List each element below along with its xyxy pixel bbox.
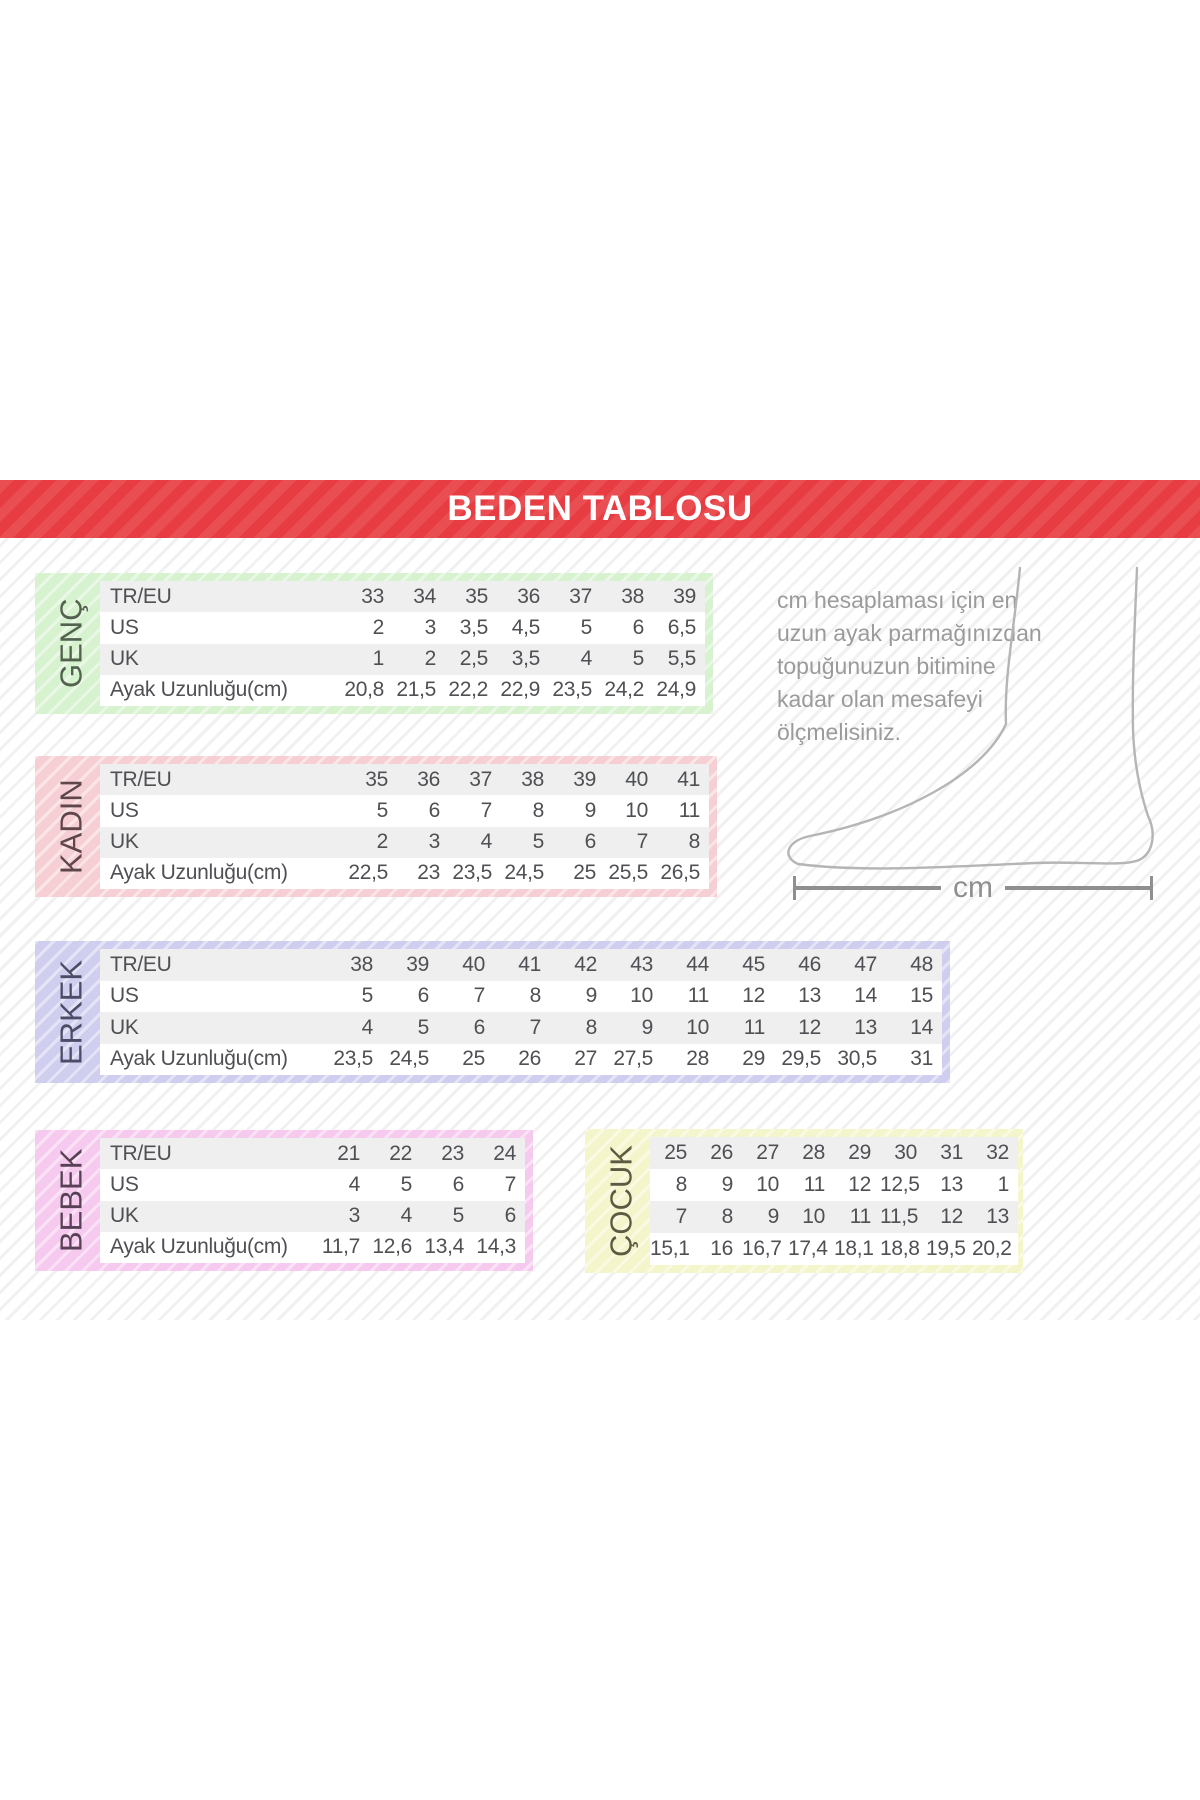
size-cell: 16 [710,1237,733,1260]
size-cell: 39 [573,767,596,791]
size-cell: 1 [372,647,384,671]
row-header: US [110,1172,139,1196]
size-cell: 17,4 [788,1237,828,1260]
size-table-bebek [35,1130,533,1271]
row-header: US [110,615,139,639]
size-cell: 18,1 [834,1237,874,1260]
row-header: UK [110,1204,139,1228]
size-cell: 41 [677,767,700,791]
size-cell: 25 [573,861,596,885]
size-cell: 24,5 [504,861,544,885]
size-cell: 10 [630,984,653,1008]
size-cell: 2 [424,647,436,671]
size-table-genc-label: GENÇ [53,598,89,689]
row-header: TR/EU [110,952,172,976]
size-cell: 6,5 [667,615,696,639]
cm-ruler [793,871,1153,904]
size-cell: 3,5 [459,615,488,639]
size-cell: 14 [910,1015,933,1039]
row-header: Ayak Uzunluğu(cm) [110,861,288,885]
size-cell: 22 [389,1141,412,1165]
instruction-line: kadar olan mesafeyi [777,686,983,712]
size-cell: 44 [686,952,709,976]
size-cell: 5 [532,830,544,854]
row-header: Ayak Uzunluğu(cm) [110,1047,288,1071]
size-cell: 13 [798,984,821,1008]
size-cell: 13 [940,1173,963,1196]
size-cell: 7 [675,1205,687,1228]
size-cell: 5 [376,798,388,822]
size-cell: 32 [986,1141,1009,1164]
size-cell: 6 [473,1015,485,1039]
instruction-line: topuğunuzun bitimine [777,653,996,679]
size-cell: 31 [940,1141,963,1164]
table-row [100,981,942,1013]
size-cell: 22,9 [500,678,540,702]
size-cell: 5 [580,615,592,639]
size-cell: 13 [854,1015,877,1039]
size-cell: 36 [417,767,440,791]
size-cell: 30 [894,1141,917,1164]
size-cell: 15,1 [650,1237,690,1260]
size-cell: 4 [361,1015,373,1039]
table-row [100,858,709,889]
size-cell: 10 [756,1173,779,1196]
table-row [100,1138,525,1169]
table-row [650,1201,1018,1233]
table-row [100,1232,525,1263]
banner [0,480,1200,538]
size-table-genc [35,573,713,714]
size-cell: 7 [480,798,492,822]
size-cell: 27 [574,1047,597,1071]
size-cell: 5,5 [667,647,696,671]
size-table-cocuk-rows [650,1137,1018,1265]
size-table-bebek-rows [100,1138,525,1263]
size-cell: 33 [361,584,384,608]
size-cell: 25 [664,1141,687,1164]
size-cell: 8 [688,830,700,854]
size-cell: 12,6 [372,1235,412,1259]
row-header: TR/EU [110,584,172,608]
size-cell: 11 [803,1173,825,1196]
row-header: Ayak Uzunluğu(cm) [110,1235,288,1259]
size-cell: 14,3 [476,1235,516,1259]
size-cell: 9 [767,1205,779,1228]
table-row [100,764,709,795]
size-cell: 35 [365,767,388,791]
table-row [100,1201,525,1232]
size-cell: 38 [521,767,544,791]
size-table-erkek [35,941,950,1083]
size-cell: 29 [848,1141,871,1164]
size-cell: 38 [621,584,644,608]
row-header: Ayak Uzunluğu(cm) [110,678,288,702]
size-table-kadin-rows [100,764,709,889]
foot-outline-icon [778,560,1168,895]
table-row [100,795,709,826]
size-cell: 24 [493,1141,516,1165]
instruction-line: ölçmelisiniz. [777,719,901,745]
size-cell: 36 [517,584,540,608]
page-title: BEDEN TABLOSU [447,489,753,528]
size-cell: 35 [465,584,488,608]
size-cell: 6 [428,798,440,822]
size-cell: 6 [584,830,596,854]
row-header: US [110,984,139,1008]
size-cell: 11 [743,1015,765,1039]
size-cell: 8 [529,984,541,1008]
size-cell: 30,5 [837,1047,877,1071]
size-table-kadin-label: KADIN [53,779,89,874]
size-cell: 27,5 [613,1047,653,1071]
size-cell: 22,5 [348,861,388,885]
size-cell: 24,2 [604,678,644,702]
size-cell: 10 [686,1015,709,1039]
size-cell: 7 [529,1015,541,1039]
size-table-kadin [35,756,717,897]
size-cell: 25,5 [608,861,648,885]
size-cell: 27 [756,1141,779,1164]
size-cell: 23,5 [333,1047,373,1071]
size-cell: 12,5 [880,1173,920,1196]
size-cell: 3 [428,830,440,854]
size-cell: 12 [848,1173,871,1196]
size-cell: 8 [585,1015,597,1039]
size-cell: 8 [721,1205,733,1228]
size-cell: 37 [569,584,592,608]
size-cell: 18,8 [880,1237,920,1260]
size-cell: 46 [798,952,821,976]
table-row [100,581,705,612]
size-cell: 8 [532,798,544,822]
table-row [100,1169,525,1200]
size-cell: 4,5 [511,615,540,639]
size-cell: 11 [849,1205,871,1228]
row-header: TR/EU [110,767,172,791]
size-cell: 20,8 [344,678,384,702]
size-cell: 42 [574,952,597,976]
row-header: US [110,798,139,822]
size-cell: 12 [798,1015,821,1039]
size-cell: 28 [802,1141,825,1164]
size-cell: 9 [584,798,596,822]
size-cell: 21 [337,1141,360,1165]
size-cell: 10 [625,798,648,822]
table-row [100,949,942,981]
size-cell: 11 [687,984,709,1008]
size-cell: 29 [742,1047,765,1071]
size-cell: 13 [986,1205,1009,1228]
size-cell: 39 [406,952,429,976]
size-table-erkek-rows [100,949,942,1075]
instruction-line: uzun ayak parmağınızdan [777,620,1042,646]
table-row [650,1137,1018,1169]
ruler-right-line [1005,886,1150,890]
size-cell: 12 [742,984,765,1008]
instruction-line: cm hesaplaması için en [777,587,1018,613]
size-cell: 1 [997,1173,1009,1196]
table-row [100,612,705,643]
table-row [100,675,705,706]
row-header: UK [110,647,139,671]
size-cell: 9 [641,1015,653,1039]
size-cell: 2 [372,615,384,639]
size-cell: 6 [632,615,644,639]
size-cell: 39 [673,584,696,608]
size-cell: 24,5 [389,1047,429,1071]
size-cell: 11,5 [880,1205,919,1228]
size-cell: 5 [417,1015,429,1039]
size-cell: 7 [504,1172,516,1196]
size-cell: 15 [910,984,933,1008]
size-cell: 26,5 [660,861,700,885]
table-row [100,1044,942,1076]
size-cell: 41 [518,952,541,976]
size-cell: 4 [400,1204,412,1228]
size-cell: 21,5 [396,678,436,702]
row-header: UK [110,1015,139,1039]
size-cell: 19,5 [926,1237,966,1260]
size-cell: 16,7 [742,1237,782,1260]
table-row [650,1169,1018,1201]
ruler-unit-label: cm [953,871,993,904]
row-header: TR/EU [110,1141,172,1165]
size-table-genc-rows [100,581,705,706]
size-cell: 38 [350,952,373,976]
size-cell: 37 [469,767,492,791]
size-cell: 23,5 [552,678,592,702]
size-cell: 40 [462,952,485,976]
row-header: UK [110,830,139,854]
size-cell: 24,9 [656,678,696,702]
size-cell: 4 [480,830,492,854]
size-cell: 4 [580,647,592,671]
size-cell: 6 [417,984,429,1008]
size-table-erkek-label: ERKEK [53,959,89,1065]
size-cell: 6 [452,1172,464,1196]
size-cell: 23 [441,1141,464,1165]
size-cell: 45 [742,952,765,976]
size-cell: 7 [636,830,648,854]
size-cell: 11 [678,798,700,822]
size-cell: 6 [504,1204,516,1228]
size-cell: 26 [710,1141,733,1164]
size-cell: 10 [802,1205,825,1228]
size-cell: 26 [518,1047,541,1071]
size-table-cocuk [585,1129,1023,1273]
size-cell: 48 [910,952,933,976]
size-cell: 47 [854,952,877,976]
size-cell: 20,2 [972,1237,1012,1260]
size-cell: 5 [400,1172,412,1196]
size-cell: 23,5 [452,861,492,885]
size-cell: 22,2 [448,678,488,702]
size-cell: 23 [417,861,440,885]
size-table-bebek-label: BEBEK [53,1148,89,1253]
size-cell: 28 [686,1047,709,1071]
size-cell: 2,5 [459,647,488,671]
size-cell: 3,5 [511,647,540,671]
size-cell: 5 [361,984,373,1008]
size-cell: 3 [348,1204,360,1228]
size-cell: 34 [413,584,436,608]
ruler-left-line [796,886,941,890]
table-row [100,644,705,675]
size-cell: 8 [675,1173,687,1196]
size-cell: 31 [910,1047,933,1071]
size-cell: 40 [625,767,648,791]
size-cell: 5 [452,1204,464,1228]
table-row [650,1233,1018,1265]
size-cell: 11,7 [321,1235,360,1259]
size-cell: 5 [632,647,644,671]
size-cell: 2 [376,830,388,854]
size-cell: 12 [940,1205,963,1228]
table-row [100,1012,942,1044]
size-cell: 7 [473,984,485,1008]
size-cell: 9 [721,1173,733,1196]
size-cell: 3 [424,615,436,639]
size-cell: 13,4 [424,1235,464,1259]
table-row [100,827,709,858]
size-cell: 4 [348,1172,360,1196]
ruler-right-tick [1150,876,1153,900]
size-cell: 9 [585,984,597,1008]
size-cell: 25 [462,1047,485,1071]
size-cell: 29,5 [781,1047,821,1071]
size-cell: 14 [854,984,877,1008]
size-table-cocuk-label: ÇOCUK [603,1145,639,1257]
size-cell: 43 [630,952,653,976]
